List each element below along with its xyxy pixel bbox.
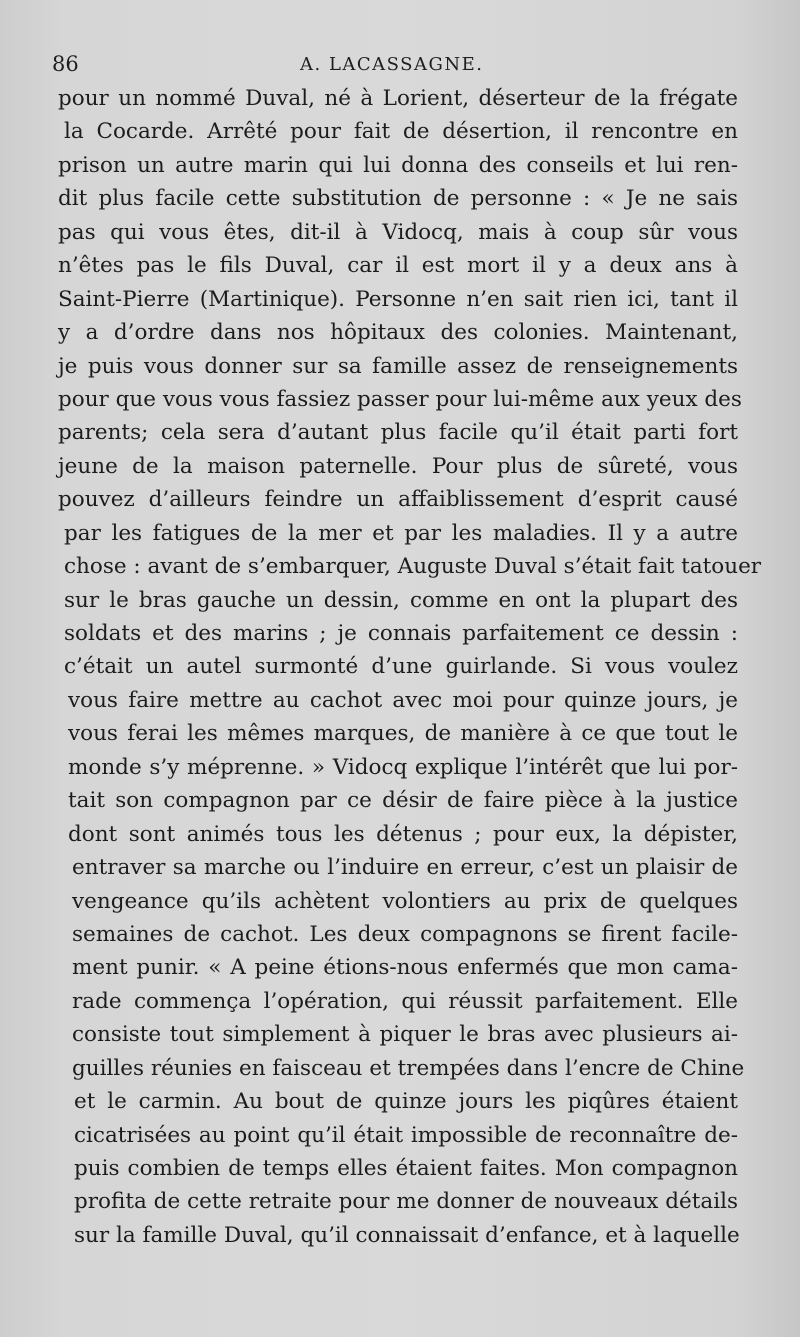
text-line: guilles réunies en faisceau et trempées dans l’encre de Chine <box>72 1055 745 1081</box>
text-line: c’était un autel surmonté d’une guirlande. Si vous voulez <box>64 654 738 680</box>
text-line: consiste tout simplement à piquer le bras avec plusieurs ai- <box>72 1022 738 1048</box>
page-number: 86 <box>52 52 79 76</box>
text-line: prison un autre marin qui lui donna des conseils et lui ren- <box>58 152 738 178</box>
text-line: parents; cela sera d’autant plus facile qu’il était parti fort <box>58 420 738 446</box>
text-line: pas qui vous êtes, dit-il à Vidocq, mais à coup sûr vous <box>58 219 738 245</box>
text-line: ment punir. « A peine étions-nous enfermés que mon cama- <box>72 955 738 981</box>
text-line: pouvez d’ailleurs feindre un affaiblissement d’esprit causé <box>58 487 738 513</box>
text-line: chose : avant de s’embarquer, Auguste Duval s’était fait tatouer <box>64 554 762 580</box>
text-line: par les fatigues de la mer et par les maladies. Il y a autre <box>64 520 738 546</box>
text-line: pour que vous vous fassiez passer pour lui-même aux yeux des <box>58 386 742 412</box>
text-line: jeune de la maison paternelle. Pour plus de sûreté, vous <box>58 453 738 479</box>
text-line: vous faire mettre au cachot avec moi pour quinze jours, je <box>68 687 738 713</box>
text-line: la Cocarde. Arrêté pour fait de désertion, il rencontre en <box>64 119 738 145</box>
text-line: et le carmin. Au bout de quinze jours les piqûres étaient <box>74 1089 738 1115</box>
running-head: A. LACASSAGNE. <box>300 54 484 75</box>
text-line: dit plus facile cette substitution de personne : « Je ne sais <box>58 186 738 212</box>
text-line: Saint-Pierre (Martinique). Personne n’en sait rien ici, tant il <box>58 286 738 312</box>
text-line: sur la famille Duval, qu’il connaissait d’enfance, et à laquelle <box>74 1222 740 1248</box>
text-line: je puis vous donner sur sa famille assez de renseignements <box>58 353 738 379</box>
text-line: tait son compagnon par ce désir de faire pièce à la justice <box>68 788 738 814</box>
text-line: semaines de cachot. Les deux compagnons se firent facile- <box>72 921 738 947</box>
text-line: pour un nommé Duval, né à Lorient, déserteur de la frégate <box>58 86 738 111</box>
text-line: entraver sa marche ou l’induire en erreur, c’est un plaisir de <box>72 855 738 881</box>
text-line: profita de cette retraite pour me donner de nouveaux détails <box>74 1189 738 1215</box>
text-line: monde s’y méprenne. » Vidocq explique l’intérêt que lui por- <box>68 754 738 780</box>
text-line: n’êtes pas le fils Duval, car il est mort il y a deux ans à <box>58 253 738 279</box>
page-header <box>52 48 732 82</box>
text-line: vengeance qu’ils achètent volontiers au prix de quelques <box>72 888 738 914</box>
text-line: vous ferai les mêmes marques, de manière à ce que tout le <box>68 721 738 747</box>
text-line: dont sont animés tous les détenus ; pour eux, la dépister, <box>68 821 738 847</box>
body-text <box>58 82 762 1252</box>
text-line: rade commença l’opération, qui réussit parfaitement. Elle <box>72 988 738 1014</box>
text-line: soldats et des marins ; je connais parfaitement ce dessin : <box>64 621 738 646</box>
text-line: cicatrisées au point qu’il était impossible de reconnaître de- <box>74 1122 738 1148</box>
text-line: puis combien de temps elles étaient faites. Mon compagnon <box>74 1156 738 1181</box>
text-line: sur le bras gauche un dessin, comme en ont la plupart des <box>64 587 738 613</box>
text-line: y a d’ordre dans nos hôpitaux des colonies. Maintenant, <box>58 320 738 346</box>
